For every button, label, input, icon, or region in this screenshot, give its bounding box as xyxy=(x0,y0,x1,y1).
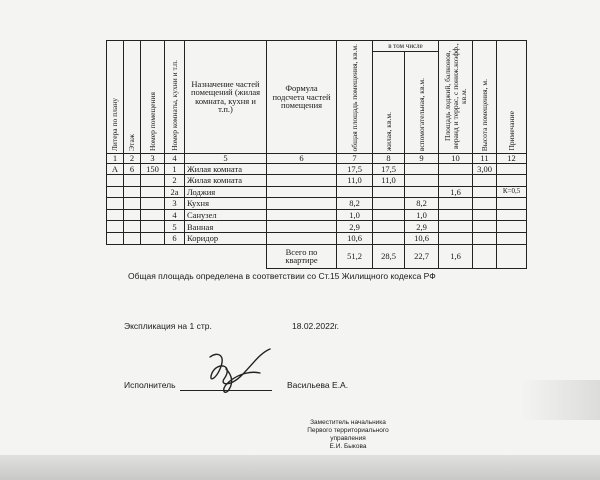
cell-room: 2а xyxy=(165,186,185,198)
cell-floor xyxy=(124,198,141,210)
cell-litera xyxy=(107,186,124,198)
header-room-no: Номер комнаты, кухни и т.п. xyxy=(165,41,185,154)
cell-purpose: Санузел xyxy=(185,209,267,221)
total-aux: 22,7 xyxy=(405,244,439,268)
col-num: 6 xyxy=(267,153,337,163)
cell-height xyxy=(473,186,497,198)
header-litera: Литера по плану xyxy=(107,41,124,154)
cell-loggia xyxy=(439,163,473,175)
cell-height: 3,00 xyxy=(473,163,497,175)
cell-total: 2,9 xyxy=(337,221,373,233)
total-loggia: 1,6 xyxy=(439,244,473,268)
cell-room: 4 xyxy=(165,209,185,221)
cell-height xyxy=(473,221,497,233)
cell-litera xyxy=(107,221,124,233)
cell-total xyxy=(337,186,373,198)
area-note: Общая площадь определена в соответствии со Ст.15 Жилищного кодекса РФ xyxy=(128,271,436,281)
explication-table xyxy=(106,40,527,269)
cell-litera xyxy=(107,175,124,187)
cell-formula xyxy=(267,198,337,210)
cell-apt xyxy=(141,175,165,187)
cell-note xyxy=(497,163,527,175)
header-group: в том числе xyxy=(373,41,439,52)
cell-loggia xyxy=(439,209,473,221)
col-num: 2 xyxy=(124,153,141,163)
col-num: 10 xyxy=(439,153,473,163)
table-row xyxy=(107,163,527,175)
table-row xyxy=(107,233,527,245)
stamp-line-1: Заместитель начальника xyxy=(310,419,386,426)
cell-litera xyxy=(107,198,124,210)
cell-height xyxy=(473,175,497,187)
cell-floor xyxy=(124,233,141,245)
total-row xyxy=(107,244,527,268)
header-living: жилая, кв.м. xyxy=(373,52,405,153)
cell-note xyxy=(497,209,527,221)
cell-total: 1,0 xyxy=(337,209,373,221)
cell-apt xyxy=(141,186,165,198)
cell-living xyxy=(373,233,405,245)
cell-purpose: Кухня xyxy=(185,198,267,210)
header-note: Примечание xyxy=(497,41,527,154)
stamp-line-4: Е.И. Быкова xyxy=(329,443,367,450)
cell-purpose: Лоджия xyxy=(185,186,267,198)
cell-litera: А xyxy=(107,163,124,175)
total-height xyxy=(473,244,497,268)
cell-loggia xyxy=(439,198,473,210)
cell-formula xyxy=(267,163,337,175)
scan-artifact xyxy=(520,380,600,420)
document-date: 18.02.2022г. xyxy=(292,321,339,331)
cell-total: 17,5 xyxy=(337,163,373,175)
cell-formula xyxy=(267,186,337,198)
cell-living xyxy=(373,221,405,233)
cell-aux: 8,2 xyxy=(405,198,439,210)
table-row xyxy=(107,221,527,233)
col-num: 8 xyxy=(373,153,405,163)
total-note xyxy=(497,244,527,268)
col-num: 4 xyxy=(165,153,185,163)
cell-note xyxy=(497,233,527,245)
column-number-row xyxy=(107,153,527,163)
cell-note xyxy=(497,221,527,233)
scan-shadow xyxy=(0,455,600,480)
header-apartment: Номер помещения xyxy=(141,41,165,154)
total-label: Всего по квартире xyxy=(267,244,337,268)
total-blank xyxy=(107,244,267,268)
col-num: 3 xyxy=(141,153,165,163)
cell-living: 17,5 xyxy=(373,163,405,175)
header-row-1 xyxy=(107,41,527,52)
cell-loggia xyxy=(439,175,473,187)
cell-formula xyxy=(267,233,337,245)
cell-floor xyxy=(124,186,141,198)
header-height: Высота помещения, м. xyxy=(473,41,497,154)
executor-label: Исполнитель xyxy=(124,380,176,390)
col-num: 5 xyxy=(185,153,267,163)
cell-aux: 2,9 xyxy=(405,221,439,233)
executor-name: Васильева Е.А. xyxy=(287,380,349,390)
header-total-area: общая площадь помещения, кв.м. xyxy=(337,41,373,154)
cell-total: 8,2 xyxy=(337,198,373,210)
cell-aux: 10,6 xyxy=(405,233,439,245)
cell-height xyxy=(473,233,497,245)
header-aux: вспомогательная, кв.м. xyxy=(405,52,439,153)
header-formula: Формула подсчета частей помещения xyxy=(267,41,337,154)
cell-total: 10,6 xyxy=(337,233,373,245)
cell-room: 1 xyxy=(165,163,185,175)
cell-living xyxy=(373,209,405,221)
cell-aux xyxy=(405,186,439,198)
table-row xyxy=(107,175,527,187)
header-purpose: Назначение частей помещений (жилая комната, кухня и т.п.) xyxy=(185,41,267,154)
cell-purpose: Коридор xyxy=(185,233,267,245)
cell-room: 5 xyxy=(165,221,185,233)
handwritten-signature xyxy=(190,345,285,395)
cell-apt xyxy=(141,221,165,233)
col-num: 9 xyxy=(405,153,439,163)
cell-purpose: Жилая комната xyxy=(185,163,267,175)
cell-living: 11,0 xyxy=(373,175,405,187)
cell-litera xyxy=(107,233,124,245)
total-area: 51,2 xyxy=(337,244,373,268)
cell-formula xyxy=(267,175,337,187)
cell-aux: 1,0 xyxy=(405,209,439,221)
cell-litera xyxy=(107,209,124,221)
cell-room: 3 xyxy=(165,198,185,210)
cell-height xyxy=(473,198,497,210)
cell-total: 11,0 xyxy=(337,175,373,187)
cell-aux xyxy=(405,175,439,187)
cell-purpose: Жилая комната xyxy=(185,175,267,187)
cell-formula xyxy=(267,221,337,233)
cell-purpose: Ванная xyxy=(185,221,267,233)
cell-floor xyxy=(124,175,141,187)
cell-apt xyxy=(141,198,165,210)
stamp-line-2: Первого территориального xyxy=(307,427,389,434)
cell-living xyxy=(373,186,405,198)
cell-floor xyxy=(124,209,141,221)
total-living: 28,5 xyxy=(373,244,405,268)
cell-loggia: 1,6 xyxy=(439,186,473,198)
cell-note xyxy=(497,198,527,210)
cell-apt xyxy=(141,209,165,221)
cell-note: К=0,5 xyxy=(497,186,527,198)
table-row xyxy=(107,209,527,221)
cell-floor: 6 xyxy=(124,163,141,175)
cell-apt xyxy=(141,233,165,245)
table-row xyxy=(107,186,527,198)
cell-room: 6 xyxy=(165,233,185,245)
cell-room: 2 xyxy=(165,175,185,187)
col-num: 12 xyxy=(497,153,527,163)
explication-pages: Экспликация на 1 стр. xyxy=(124,321,212,331)
stamp-line-3: управления xyxy=(330,435,366,442)
col-num: 1 xyxy=(107,153,124,163)
cell-aux xyxy=(405,163,439,175)
col-num: 11 xyxy=(473,153,497,163)
cell-loggia xyxy=(439,221,473,233)
cell-height xyxy=(473,209,497,221)
cell-living xyxy=(373,198,405,210)
table-row xyxy=(107,198,527,210)
cell-apt: 150 xyxy=(141,163,165,175)
header-floor: Этаж xyxy=(124,41,141,154)
cell-note xyxy=(497,175,527,187)
cell-formula xyxy=(267,209,337,221)
cell-loggia xyxy=(439,233,473,245)
cell-floor xyxy=(124,221,141,233)
col-num: 7 xyxy=(337,153,373,163)
header-loggia-area: Площадь лоджий, балконов, веранд и террас, с пониж.коэфф., кв.м. xyxy=(439,41,473,154)
